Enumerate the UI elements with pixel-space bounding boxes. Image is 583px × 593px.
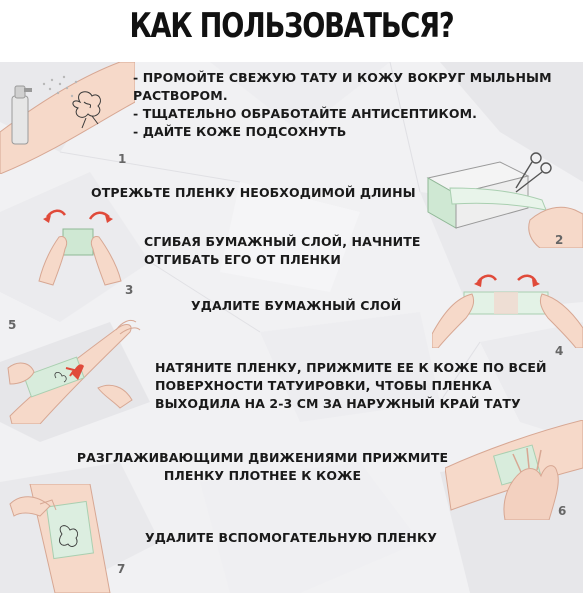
step4-illustration bbox=[432, 268, 583, 348]
step4-text: УДАЛИТЕ БУМАЖНЫЙ СЛОЙ bbox=[191, 298, 402, 313]
step1-line: - ДАЙТЕ КОЖЕ ПОДСОХНУТЬ bbox=[133, 124, 347, 139]
step4-number: 4 bbox=[555, 344, 564, 358]
step5-line: ВЫХОДИЛА НА 2-3 СМ ЗА НАРУЖНЫЙ КРАЙ ТАТУ bbox=[155, 396, 521, 411]
page-title: КАК ПОЛЬЗОВАТЬСЯ? bbox=[129, 6, 454, 46]
step6-text bbox=[70, 449, 455, 485]
step2-number: 2 bbox=[555, 233, 564, 247]
step2-text: ОТРЕЖЬТЕ ПЛЕНКУ НЕОБХОДИМОЙ ДЛИНЫ bbox=[91, 185, 416, 200]
step7-text: УДАЛИТЕ ВСПОМОГАТЕЛЬНУЮ ПЛЕНКУ bbox=[145, 530, 437, 545]
step5-text bbox=[155, 359, 547, 413]
step5-line: ПОВЕРХНОСТИ ТАТУИРОВКИ, ЧТОБЫ ПЛЕНКА bbox=[155, 378, 492, 393]
step7-number: 7 bbox=[117, 562, 126, 576]
step1-text bbox=[133, 69, 552, 141]
step1-line: - ТЩАТЕЛЬНО ОБРАБОТАЙТЕ АНТИСЕПТИКОМ. bbox=[133, 106, 477, 121]
step3-line: ОТГИБАТЬ ЕГО ОТ ПЛЕНКИ bbox=[144, 252, 341, 267]
step1-illustration bbox=[0, 62, 135, 174]
step5-number: 5 bbox=[8, 318, 17, 332]
step1-line: - ПРОМОЙТЕ СВЕЖУЮ ТАТУ И КОЖУ ВОКРУГ МЫЛЬНЫМ bbox=[133, 70, 552, 85]
step7-illustration bbox=[0, 484, 140, 593]
step3-text bbox=[144, 233, 420, 269]
step6-number: 6 bbox=[558, 504, 567, 518]
step6-line: ПЛЕНКУ ПЛОТНЕЕ К КОЖЕ bbox=[163, 468, 362, 483]
step6-line: РАЗГЛАЖИВАЮЩИМИ ДВИЖЕНИЯМИ ПРИЖМИТЕ bbox=[76, 450, 449, 465]
step3-line: СГИБАЯ БУМАЖНЫЙ СЛОЙ, НАЧНИТЕ bbox=[144, 234, 421, 249]
step1-number: 1 bbox=[118, 152, 127, 166]
step3-number: 3 bbox=[125, 283, 134, 297]
step5-line: НАТЯНИТЕ ПЛЕНКУ, ПРИЖМИТЕ ЕЕ К КОЖЕ ПО ВСЕЙ bbox=[155, 360, 547, 375]
step1-line: РАСТВОРОМ. bbox=[133, 88, 228, 103]
step5-illustration bbox=[0, 316, 145, 424]
step3-illustration bbox=[35, 205, 130, 290]
